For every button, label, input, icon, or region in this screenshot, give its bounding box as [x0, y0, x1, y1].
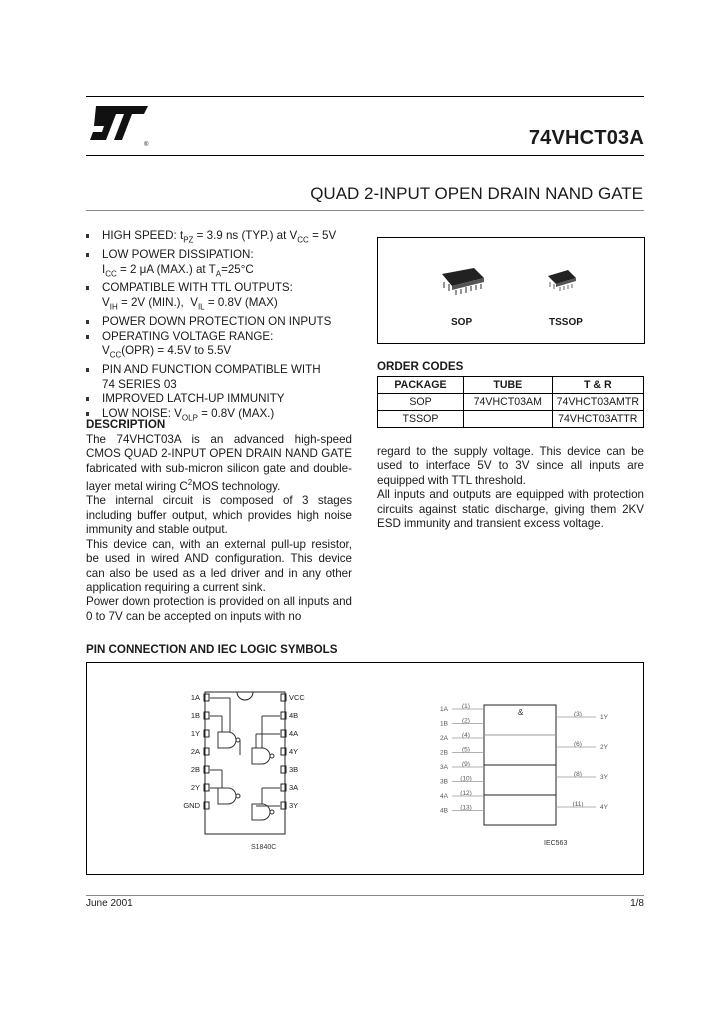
pin-label-left: 1A	[190, 693, 200, 702]
tssop-package-image	[544, 264, 580, 296]
pin-label-right: 3A	[289, 783, 299, 792]
pin-label-left: 1B	[190, 711, 200, 720]
desc-p4: Power down protection is provided on all inputs and 0 to 7V can be accepted on inputs with no	[86, 595, 352, 623]
col-package: PACKAGE	[378, 377, 464, 394]
iec-output-label: 1Y	[600, 714, 608, 721]
iec-input-label: 1B	[440, 720, 448, 728]
pin-label-left: 1Y	[190, 729, 200, 738]
iec-input-label: 3B	[440, 778, 448, 786]
pin-label-right: 4B	[289, 711, 299, 720]
iec-code: IEC563	[544, 840, 568, 847]
iec-output-pin: (11)	[572, 801, 584, 808]
sop-label: SOP	[451, 317, 473, 328]
header-rule	[86, 155, 644, 156]
iec-output-label: 3Y	[600, 774, 608, 781]
pin-label-right: 3Y	[289, 801, 299, 810]
package-box	[377, 237, 645, 344]
feature-sub: $V_{IH} = 2V$ (MIN.), $V_{IL} = 0.8V$ (MAX)	[102, 296, 278, 312]
pin-label-right: 4Y	[289, 747, 299, 756]
desc-p6: All inputs and outputs are equipped with protection circuits against static discharge, giving them 2KV ESD immunity and transient excess voltage.	[377, 488, 644, 531]
footer-page: 1/8	[630, 898, 644, 909]
title-rule	[86, 210, 644, 211]
desc-p3: This device can, with an external pull-up resistor, be used in wired AND configuration. This device can also be used as a led driver and in any other application requiring a current sink.	[86, 537, 352, 594]
feature-item	[86, 229, 356, 248]
pin-label-left: 2B	[190, 765, 200, 774]
iec-output-label: 2Y	[600, 744, 608, 751]
iec-output-pin: (8)	[574, 771, 582, 778]
pin-label-right: 3B	[289, 765, 299, 774]
iec-input-pin: (5)	[462, 746, 470, 754]
feature-list	[86, 229, 356, 426]
pin-label-right: VCC	[289, 693, 305, 702]
feature-item: IMPROVED LATCH-UP IMMUNITY	[86, 392, 356, 407]
iec-input-pin: (10)	[460, 775, 472, 783]
col-tr: T & R	[552, 377, 643, 394]
iec-output-pin: (3)	[574, 711, 582, 718]
dip-diagram-code: S1840C	[251, 844, 277, 851]
desc-p1: The 74VHCT03A is an advanced high-speed CMOS QUAD 2-INPUT OPEN DRAIN NAND GATE fabricated with sub-micron silicon gate and double-layer metal wiring $C^2MOS$ technology.	[86, 433, 352, 494]
iec-input-label: 1A	[440, 706, 448, 713]
desc-p2: The internal circuit is composed of 3 stages including buffer output, which provides high noise immunity and stable output.	[86, 494, 352, 537]
table-row: TSSOP 74VHCT03ATTR	[378, 411, 644, 428]
iec-input-pin: (4)	[462, 732, 470, 739]
iec-amp: &	[518, 708, 524, 717]
iec-input-pin: (13)	[460, 804, 472, 812]
feature-item: LOW NOISE: $V_{OLP} = 0.8V$ (MAX.)	[86, 407, 356, 426]
col-tube: TUBE	[464, 377, 553, 394]
pin-label-right: 4A	[289, 729, 299, 738]
feature-sub: 74 SERIES 03	[102, 377, 177, 391]
table-row: SOP 74VHCT03AM 74VHCT03AMTR	[378, 394, 644, 411]
feature-item: POWER DOWN PROTECTION ON INPUTS	[86, 315, 356, 330]
feature-speed: HIGH SPEED: $t_{PZ} = 3.9$ ns (TYP.) at $V_{CC} = 5V$	[102, 229, 337, 245]
footer-rule	[86, 895, 644, 896]
svg-text:®: ®	[144, 142, 149, 148]
iec-input-pin: (1)	[462, 703, 470, 710]
description-right	[377, 445, 644, 531]
dip-pin-diagram	[170, 680, 320, 860]
sop-package-image	[438, 260, 488, 300]
page-title: QUAD 2-INPUT OPEN DRAIN NAND GATE	[310, 184, 643, 203]
description-heading: DESCRIPTION	[86, 418, 166, 431]
iec-output-pin: (6)	[574, 741, 582, 748]
st-logo	[86, 104, 150, 148]
feature-sub: $I_{CC} = 2$ μA (MAX.) at $T_A=25^\circ C$	[102, 262, 254, 278]
iec-input-label: 3A	[440, 764, 448, 771]
feature-item: PIN AND FUNCTION COMPATIBLE WITH	[86, 363, 356, 378]
desc-p5: regard to the supply voltage. This device can be used to interface 5V to 3V since all inputs are equipped with TTL threshold.	[377, 445, 644, 487]
pin-label-left: GND	[183, 801, 200, 810]
feature-item: COMPATIBLE WITH TTL OUTPUTS:	[86, 281, 356, 296]
table-header-row	[378, 377, 644, 394]
feature-sub: $V_{CC}(OPR) = 4.5V$ to 5.5V	[102, 344, 232, 360]
pin-section-heading: PIN CONNECTION AND IEC LOGIC SYMBOLS	[86, 643, 338, 656]
tssop-label: TSSOP	[549, 317, 583, 328]
iec-input-pin: (2)	[462, 717, 470, 725]
feature-item: OPERATING VOLTAGE RANGE:	[86, 330, 356, 345]
description-left	[86, 433, 352, 624]
iec-output-label: 4Y	[600, 804, 608, 811]
pin-label-left: 2A	[190, 747, 200, 756]
iec-logic-symbol	[430, 695, 610, 835]
iec-input-pin: (12)	[460, 790, 472, 797]
part-number: 74VHCT03A	[528, 127, 644, 149]
order-codes-table	[377, 376, 644, 428]
feature-item: LOW POWER DISSIPATION:	[86, 248, 356, 263]
iec-input-label: 4B	[440, 807, 448, 815]
top-rule	[86, 96, 644, 97]
footer-date: June 2001	[86, 898, 133, 909]
pin-label-left: 2Y	[190, 783, 200, 792]
iec-input-label: 2A	[440, 735, 448, 742]
iec-input-label: 4A	[440, 793, 448, 800]
iec-input-pin: (9)	[462, 761, 470, 768]
order-codes-heading: ORDER CODES	[377, 360, 464, 373]
iec-input-label: 2B	[440, 749, 448, 757]
